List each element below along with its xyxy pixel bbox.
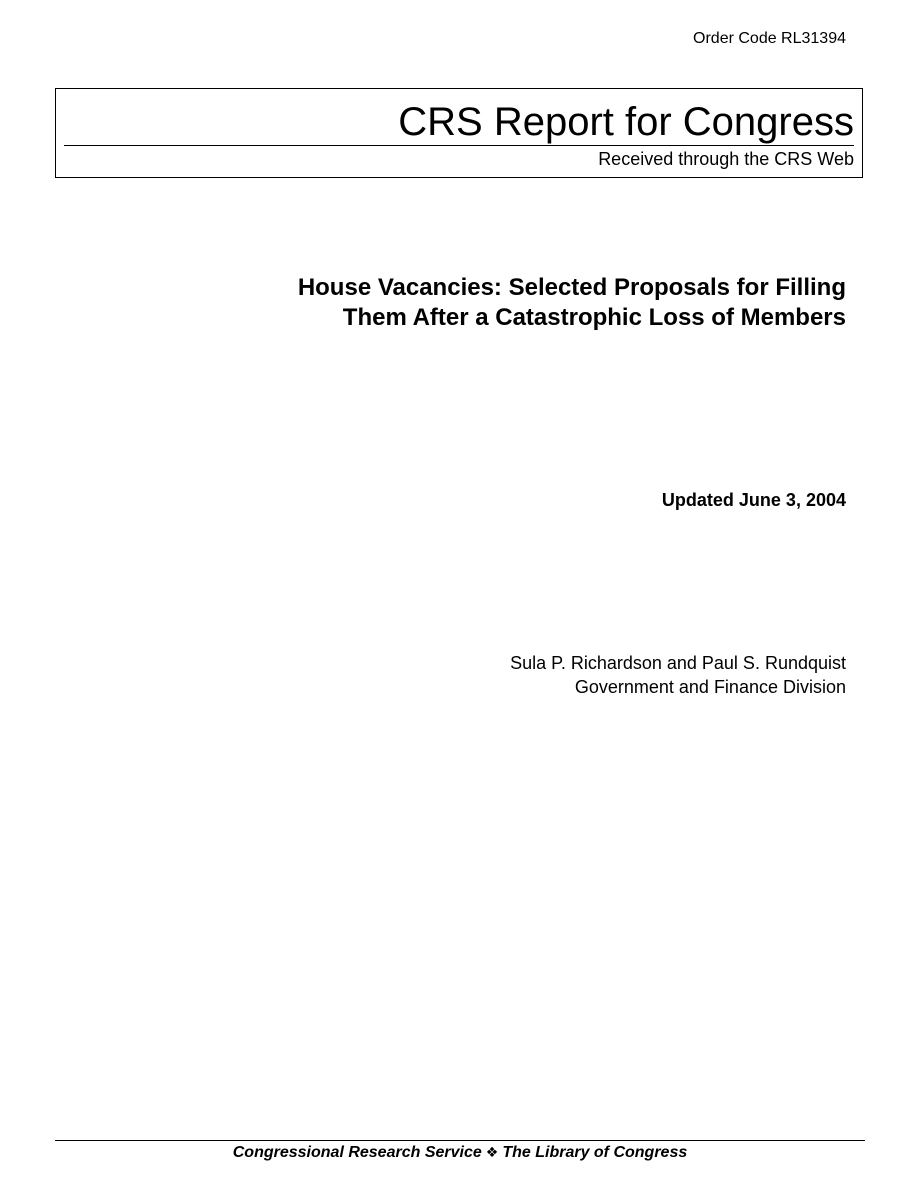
report-title-line-1: House Vacancies: Selected Proposals for Filling bbox=[297, 274, 846, 301]
footer-right: The Library of Congress bbox=[502, 1144, 688, 1161]
report-title-line-2: Them After a Catastrophic Loss of Members bbox=[342, 304, 846, 331]
diamond-separator-icon: ❖ bbox=[485, 1145, 499, 1161]
header-subtitle: Received through the CRS Web bbox=[598, 149, 854, 169]
footer-left: Congressional Research Service bbox=[232, 1144, 482, 1161]
footer bbox=[0, 1142, 920, 1164]
author-block bbox=[510, 651, 846, 699]
authors: Sula P. Richardson and Paul S. Rundquist bbox=[510, 653, 846, 673]
header-title: CRS Report for Congress bbox=[398, 100, 854, 144]
header-divider bbox=[64, 145, 854, 146]
division: Government and Finance Division bbox=[574, 677, 846, 697]
updated-date: Updated June 3, 2004 bbox=[661, 490, 846, 510]
footer-divider bbox=[55, 1140, 865, 1141]
report-header-box bbox=[55, 88, 863, 178]
order-code: Order Code RL31394 bbox=[693, 30, 846, 47]
report-title bbox=[298, 273, 846, 333]
